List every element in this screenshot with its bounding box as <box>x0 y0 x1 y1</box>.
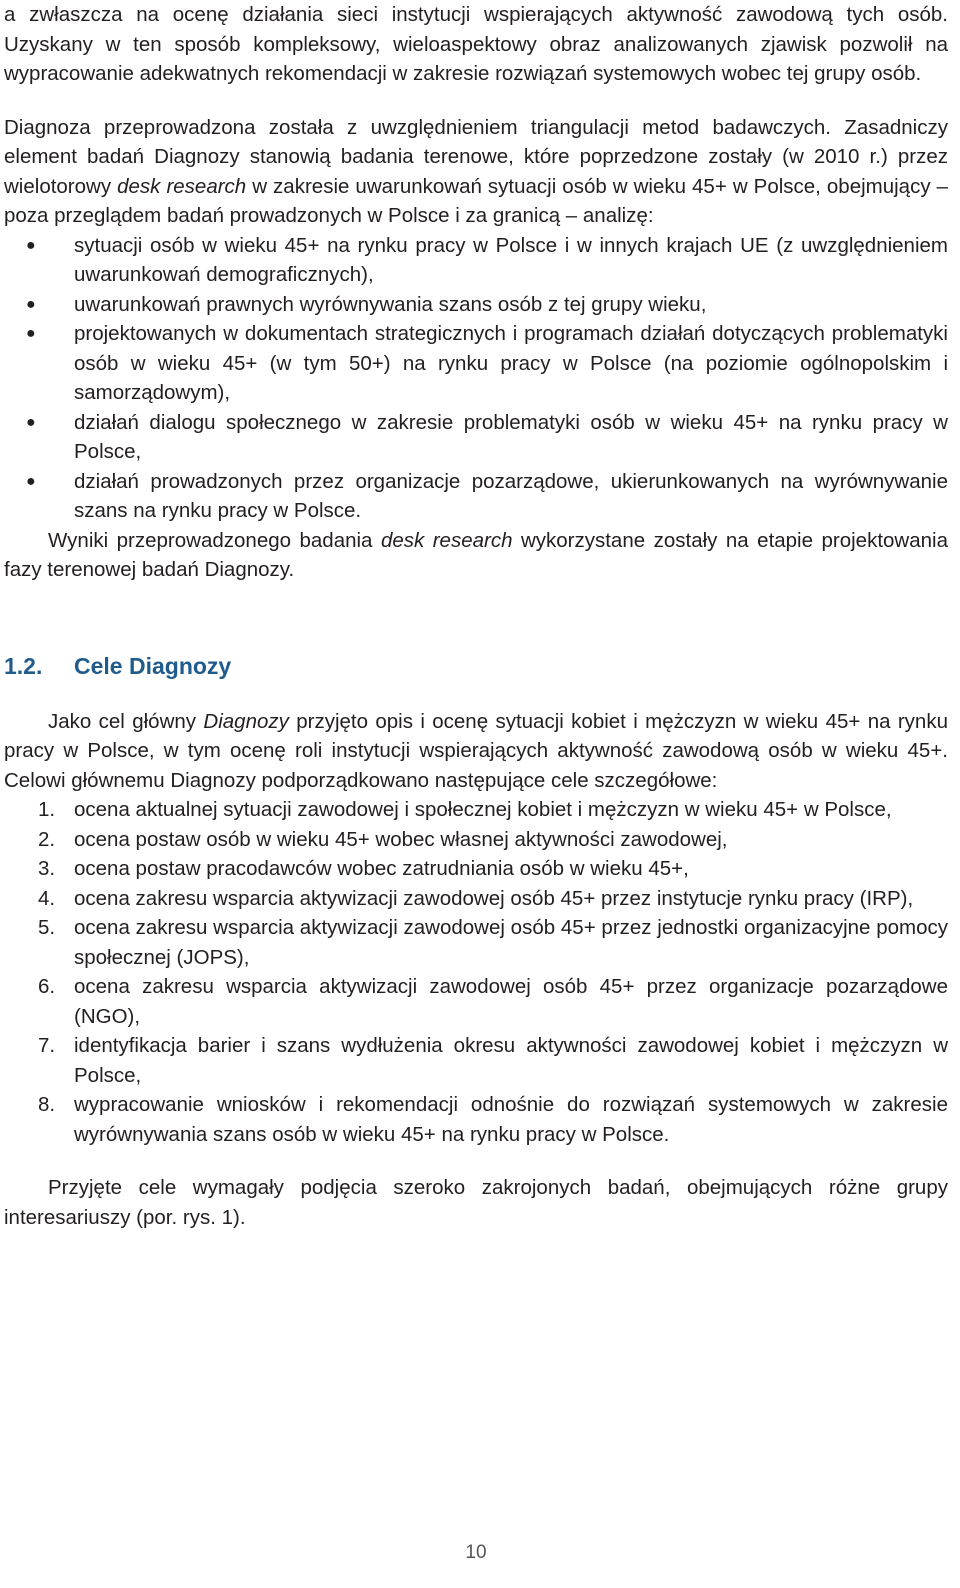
goal-text-a: Jako cel główny <box>48 709 204 733</box>
list-item <box>4 1031 948 1090</box>
list-item-text: ocena zakresu wsparcia aktywizacji zawodowej osób 45+ przez instytucje rynku pracy (IRP), <box>74 886 914 910</box>
list-item-text: uwarunkowań prawnych wyrównywania szans osób z tej grupy wieku, <box>74 292 707 316</box>
list-item <box>4 290 948 320</box>
document-page <box>4 0 948 1232</box>
list-item <box>4 825 948 855</box>
list-item <box>4 913 948 972</box>
list-item-text: wypracowanie wniosków i rekomendacji odnośnie do rozwiązań systemowych w zakresie wyrównywania szans osób w wieku 45+ na rynku pracy w Polsce. <box>74 1093 948 1146</box>
list-item <box>4 884 948 914</box>
list-item <box>4 972 948 1031</box>
final-paragraph: Przyjęte cele wymagały podjęcia szeroko zakrojonych badań, obejmujących różne grupy interesariuszy (por. rys. 1). <box>4 1176 948 1229</box>
bullet-icon: ● <box>26 472 36 490</box>
goal-text-em: Diagnozy <box>203 709 289 733</box>
method-text-a: Diagnoza przeprowadzona została z uwzględnieniem triangulacji metod badawczych. Zasadniczy element badań Diagnozy stanowią badania terenowe, które poprzedzone zostały (w 2010 r.) przez wielotorowy <box>4 115 948 198</box>
list-item <box>4 795 948 825</box>
results-text-a: Wyniki przeprowadzonego badania <box>48 528 381 552</box>
page-number: 10 <box>465 1542 487 1563</box>
list-item-number: 1. <box>38 798 56 821</box>
list-item-text: projektowanych w dokumentach strategicznych i programach działań dotyczących problematyki osób w wieku 45+ (w tym 50+) na rynku pracy w Polsce (na poziomie ogólnopolskim i samorządowym), <box>74 322 948 404</box>
list-item-text: identyfikacja barier i szans wydłużenia okresu aktywności zawodowej kobiet i mężczyzn w Polsce, <box>74 1034 948 1087</box>
list-item-number: 7. <box>38 1034 56 1057</box>
list-item-text: sytuacji osób w wieku 45+ na rynku pracy w Polsce i w innych krajach UE (z uwzględnieniem uwarunkowań demograficznych), <box>74 233 948 286</box>
results-text-b: wykorzystane zostały na etapie projektowania fazy terenowej badań Diagnozy. <box>4 528 948 581</box>
list-item-text: ocena postaw osób w wieku 45+ wobec własnej aktywności zawodowej, <box>74 827 728 851</box>
list-item-number: 5. <box>38 916 56 939</box>
goal-text-b: przyjęto opis i ocenę sytuacji kobiet i mężczyzn w wieku 45+ na rynku pracy w Polsce, w tym ocenę roli instytucji wspierających aktywność zawodową osób w wieku 45+. Celowi głównemu Diagnozy podporządkowano następujące cele szczegółowe: <box>4 709 948 792</box>
list-item-number: 3. <box>38 857 56 880</box>
list-item-number: 6. <box>38 975 56 998</box>
list-item-text: ocena aktualnej sytuacji zawodowej i społecznej kobiet i mężczyzn w wieku 45+ w Polsce, <box>74 798 892 821</box>
bullet-icon: ● <box>26 325 36 342</box>
section-title: Cele Diagnozy <box>74 652 232 679</box>
list-item <box>4 1090 948 1149</box>
bullet-icon: ● <box>26 413 36 431</box>
list-item <box>4 854 948 884</box>
list-item-text: ocena postaw pracodawców wobec zatrudniania osób w wieku 45+, <box>74 857 689 880</box>
bullet-icon: ● <box>26 236 36 254</box>
section-number: 1.2. <box>4 652 43 679</box>
list-item-number: 2. <box>38 827 56 851</box>
goal-paragraph <box>4 707 948 796</box>
goals-numbered-list <box>4 795 948 1149</box>
method-text-b: w zakresie uwarunkowań sytuacji osób w wieku 45+ w Polsce, obejmujący – poza przeglądem badań prowadzonych w Polsce i za granicą – analizę: <box>4 174 949 227</box>
results-paragraph <box>4 526 948 585</box>
results-text-em: desk research <box>380 528 513 552</box>
section-heading <box>4 651 948 681</box>
list-item <box>4 231 948 290</box>
method-paragraph <box>4 113 948 231</box>
method-text-em: desk research <box>117 174 247 198</box>
list-item <box>4 408 948 467</box>
bullet-icon: ● <box>26 295 36 313</box>
list-item-text: działań prowadzonych przez organizacje pozarządowe, ukierunkowanych na wyrównywanie szans na rynku pracy w Polsce. <box>74 469 948 522</box>
list-item-text: ocena zakresu wsparcia aktywizacji zawodowej osób 45+ przez jednostki organizacyjne pomocy społecznej (JOPS), <box>74 916 948 969</box>
list-item <box>4 467 948 526</box>
list-item-text: ocena zakresu wsparcia aktywizacji zawodowej osób 45+ przez organizacje pozarządowe (NGO), <box>74 975 948 1028</box>
list-item-number: 4. <box>38 886 56 910</box>
list-item <box>4 319 948 408</box>
list-item-text: działań dialogu społecznego w zakresie problematyki osób w wieku 45+ na rynku pracy w Polsce, <box>74 410 948 463</box>
intro-paragraph: a zwłaszcza na ocenę działania sieci instytucji wspierających aktywność zawodową tych osób. Uzyskany w ten sposób kompleksowy, wieloaspektowy obraz analizowanych zjawisk pozwolił na wypracowanie adekwatnych rekomendacji w zakresie rozwiązań systemowych wobec tej grupy osób. <box>4 3 948 85</box>
analysis-bullet-list <box>4 231 948 526</box>
list-item-number: 8. <box>38 1093 56 1116</box>
